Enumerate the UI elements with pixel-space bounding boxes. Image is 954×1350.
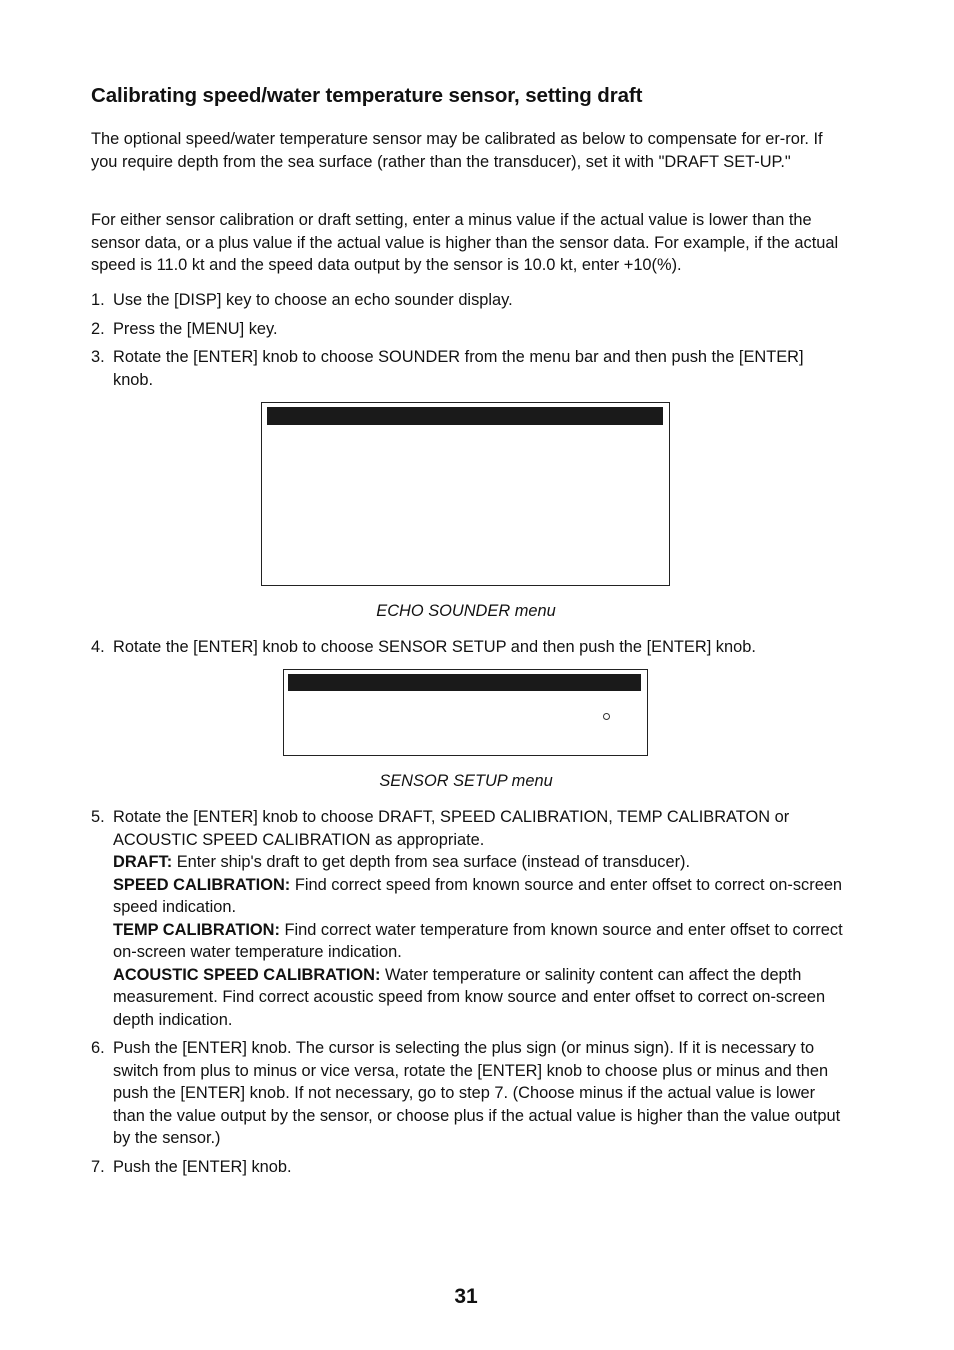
item-term: DRAFT: bbox=[113, 853, 173, 871]
item-desc: Find correct speed from known source and enter offset to correct on-screen speed indication. bbox=[113, 875, 843, 916]
step-number: 3. bbox=[91, 348, 105, 366]
step-text: Push the [ENTER] knob. bbox=[113, 1158, 292, 1176]
item-term: ACOUSTIC SPEED CALIBRATION: bbox=[113, 965, 381, 984]
echo-sounder-menu-screen bbox=[261, 402, 670, 586]
item-desc: Find correct water temperature from known source and enter offset to correct on-screen water temperature indication. bbox=[113, 920, 843, 961]
intro-paragraph-2: For either sensor calibration or draft setting, enter a minus value if the actual value is lower than the sensor data, or a plus value if the actual value is higher than the sensor data. For example, if the actual speed is 11.0 kt and the speed data output by the sensor is 10.0 kt, enter +10(%). bbox=[91, 211, 839, 274]
step-text: Rotate the [ENTER] knob to choose SOUNDER from the menu bar and then push the [ENTER] knob. bbox=[113, 348, 804, 389]
step-number: 4. bbox=[91, 638, 105, 656]
item-term: TEMP CALIBRATION: bbox=[113, 920, 280, 939]
echo-sounder-menu-caption: ECHO SOUNDER menu bbox=[376, 602, 556, 620]
step-text: Push the [ENTER] knob. The cursor is selecting the plus sign (or minus sign). If it is necessary to switch from plus to minus or vice versa, rotate the [ENTER] knob to choose plus or minus and then push the [ENTER] knob. If not necessary, go to step 7. (Choose minus if the actual value is lower than the value output by the sensor, or choose plus if the actual value is higher than the value output by the sensor.) bbox=[113, 1039, 841, 1147]
step-4 bbox=[91, 636, 846, 659]
step-5 bbox=[91, 806, 846, 1031]
speed-calibration-item bbox=[113, 874, 846, 919]
item-term: SPEED CALIBRATION: bbox=[113, 875, 291, 894]
step-number: 1. bbox=[91, 291, 105, 309]
menu-title-bar bbox=[267, 407, 663, 425]
step-number: 2. bbox=[91, 320, 105, 338]
item-desc: Enter ship's draft to get depth from sea surface (instead of transducer). bbox=[172, 853, 691, 871]
temp-calibration-item bbox=[113, 919, 846, 964]
step-6 bbox=[91, 1037, 846, 1150]
sensor-setup-menu-screen bbox=[283, 669, 648, 756]
step-number: 7. bbox=[91, 1158, 105, 1176]
step-text: Press the [MENU] key. bbox=[113, 320, 278, 338]
item-desc: Water temperature or salinity content can affect the depth measurement. Find correct acoustic speed from know source and enter offset to correct on-screen depth indication. bbox=[113, 965, 826, 1029]
intro-paragraph-1: The optional speed/water temperature sensor may be calibrated as below to compensate for er-ror. If you require depth from the sea surface (rather than the transducer), set it with "DRAFT SET-UP." bbox=[91, 130, 823, 171]
acoustic-speed-calibration-item bbox=[113, 964, 846, 1032]
step-7 bbox=[91, 1156, 846, 1179]
step-3 bbox=[91, 346, 846, 391]
degree-symbol bbox=[603, 713, 610, 720]
draft-item bbox=[113, 851, 846, 874]
step-text: Rotate the [ENTER] knob to choose DRAFT, SPEED CALIBRATION, TEMP CALIBRATON or ACOUSTIC SPEED CALIBRATION as appropriate. bbox=[113, 808, 790, 849]
step-number: 5. bbox=[91, 808, 105, 826]
step-text: Use the [DISP] key to choose an echo sounder display. bbox=[113, 291, 513, 309]
step-text: Rotate the [ENTER] knob to choose SENSOR SETUP and then push the [ENTER] knob. bbox=[113, 638, 756, 656]
step-2 bbox=[91, 318, 846, 341]
section-title: Calibrating speed/water temperature sensor, setting draft bbox=[91, 84, 643, 107]
sensor-setup-menu-caption: SENSOR SETUP menu bbox=[379, 772, 553, 790]
page-number: 31 bbox=[454, 1285, 478, 1308]
step-1 bbox=[91, 289, 846, 312]
menu-title-bar bbox=[288, 674, 641, 691]
step-number: 6. bbox=[91, 1039, 105, 1057]
